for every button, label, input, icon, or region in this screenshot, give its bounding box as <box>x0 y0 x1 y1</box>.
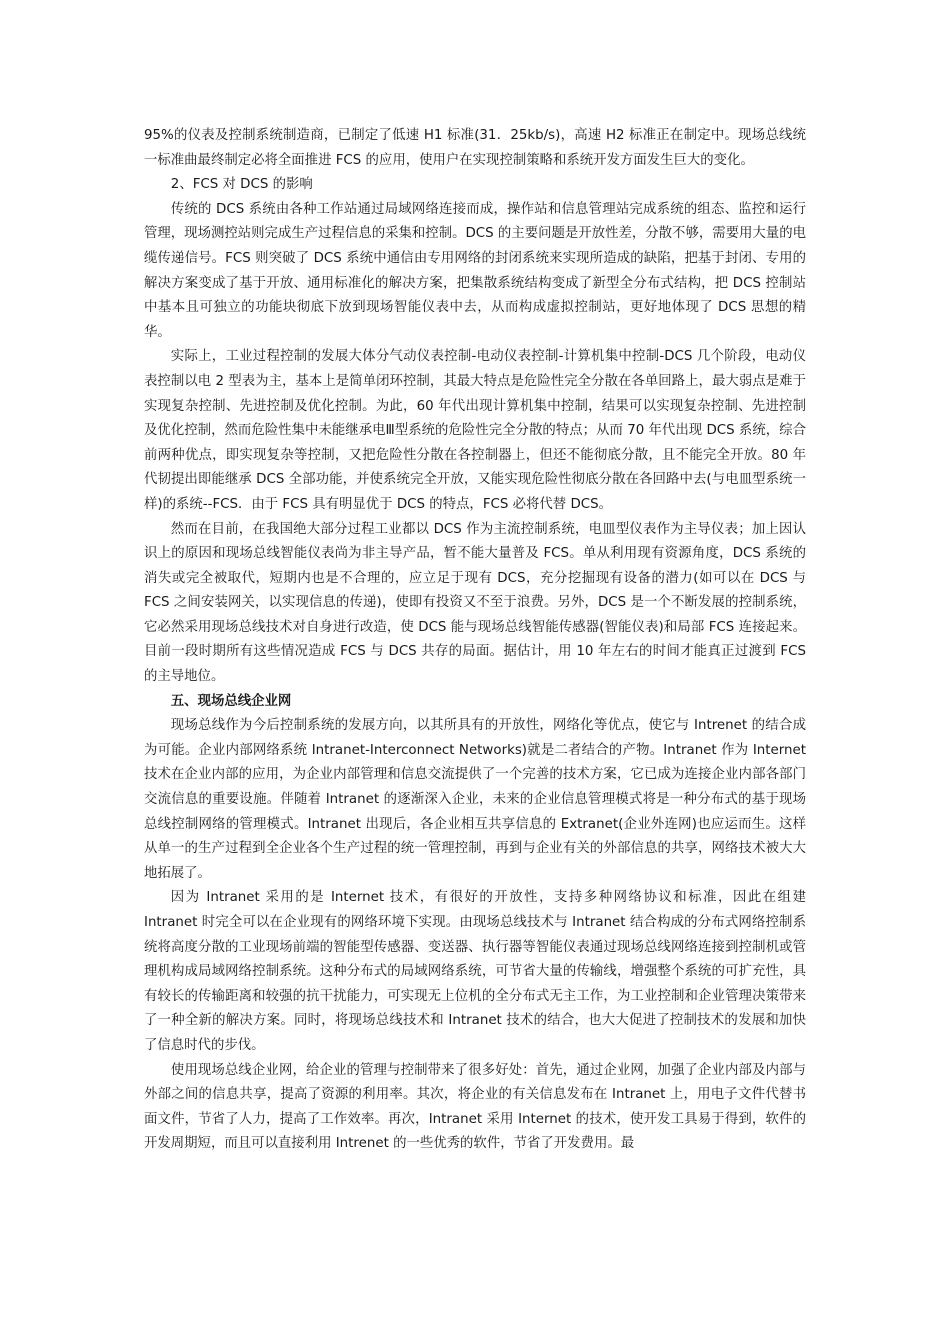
paragraph: 传统的 DCS 系统由各种工作站通过局域网络连接而成，操作站和信息管理站完成系统的组态、监控和运行管理，现场测控站则完成生产过程信息的采集和控制。DCS 的主要问题是开放性差，分散不够，需要用大量的电缆传递信号。FCS 则突破了 DCS 系统中通信由专用网络的封闭系统来实现所造成的缺陷，把基于封闭、专用的解决方案变成了基于开放、通用标准化的解决方案，把集散系统结构变成了新型全分布式结构，把 DCS 控制站中基本且可独立的功能块彻底下放到现场智能仪表中去，从而构成虚拟控制站，更好地体现了 DCS 思想的精华。 <box>144 201 806 340</box>
paragraph: 实际上，工业过程控制的发展大体分气动仪表控制-电动仪表控制-计算机集中控制-DCS 几个阶段，电动仪表控制以电 2 型表为主，基本上是简单闭环控制，其最大特点是危险性完全分散在各单回路上，最大弱点是难于实现复杂控制、先进控制及优化控制。为此，60 年代出现计算机集中控制，结果可以实现复杂控制、先进控制及优化控制，然而危险性集中未能继承电Ⅲ型系统的危险性完全分散的特点；从而 70 年代出现 DCS 系统，综合前两种优点，即实现复杂等控制，又把危险性分散在各控制器上，但还不能彻底分散，且不能完全开放。80 年代韧提出即能继承 DCS 全部功能，并使系统完全开放，又能实现危险性彻底分散在各回路中去(与电皿型系统一样)的系统--FCS．由于 FCS 具有明显优于 DCS 的特点，FCS 必将代替 DCS。 <box>144 349 806 512</box>
paragraph: 使用现场总线企业网，给企业的管理与控制带来了很多好处：首先，通过企业网，加强了企业内部及内部与外部之间的信息共享，提高了资源的利用率。其次，将企业的有关信息发布在 Intranet 上，用电子文件代替书面文件，节省了人力，提高了工作效率。再次，Intranet 采用 Internet 的技术，使开发工具易于得到，软件的开发周期短，而且可以直接利用 Intrenet 的一些优秀的软件，节省了开发费用。最 <box>144 1062 806 1152</box>
section-subheading: 2、FCS 对 DCS 的影响 <box>170 177 313 193</box>
document-page <box>144 124 806 1157</box>
paragraph: 然而在目前，在我国绝大部分过程工业都以 DCS 作为主流控制系统，电皿型仪表作为主导仪表；加上因认识上的原因和现场总线智能仪表尚为非主导产品，暂不能大量普及 FCS。单从利用现有资源角度，DCS 系统的消失或完全被取代，短期内也是不合理的，应立足于现有 DCS，充分挖掘现有设备的潜力(如可以在 DCS 与 FCS 之间安装网关，以实现信息的传递)，使即有投资又不至于浪费。另外，DCS 是一个不断发展的控制系统，它必然采用现场总线技术对自身进行改造，使 DCS 能与现场总线智能传感器(智能仪表)和局部 FCS 连接起来。目前一段时期所有这些情况造成 FCS 与 DCS 共存的局面。据估计，用 10 年左右的时间才能真正过渡到 FCS 的主导地位。 <box>144 521 806 685</box>
paragraph: 因为 Intranet 采用的是 Internet 技术，有很好的开放性，支持多种网络协议和标准，因此在组建 Intranet 时完全可以在企业现有的网络环境下实现。由现场总线技术与 Intranet 结合构成的分布式网络控制系统将高度分散的工业现场前端的智能型传感器、变送器、执行器等智能仪表通过现场总线网络连接到控制机或管理机构成局域网络控制系统。这种分布式的局域网络系统，可节省大量的传输线，增强整个系统的可扩充性，具有较长的传输距离和较强的抗干扰能力，可实现无上位机的全分布式无主工作，为工业控制和企业管理决策带来了一种全新的解决方案。同时，将现场总线技术和 Intranet 技术的结合，也大大促进了控制技术的发展和加快了信息时代的步伐。 <box>144 890 806 1053</box>
paragraph: 现场总线作为今后控制系统的发展方向，以其所具有的开放性，网络化等优点，使它与 Intrenet 的结合成为可能。企业内部网络系统 Intranet-Interconnect Networks)就是二者结合的产物。Intranet 作为 Internet 技术在企业内部的应用，为企业内部管理和信息交流提供了一个完善的技术方案，它已成为连接企业内部各部门交流信息的重要设施。伴随着 Intranet 的逐渐深入企业，未来的企业信息管理模式将是一种分布式的基于现场总线控制网络的管理模式。Intranet 出现后，各企业相互共享信息的 Extranet(企业外连网)也应运而生。这样从单一的生产过程到全企业各个生产过程的统一管理控制，再到与企业有关的外部信息的共享，网络技术被大大地拓展了。 <box>144 718 806 881</box>
paragraph-continuation: 95%的仪表及控制系统制造商，已制定了低速 H1 标准(31．25kb/s)，高速 H2 标准正在制定中。现场总线统一标准曲最终制定必将全面推进 FCS 的应用，使用户在实现控制策略和系统开发方面发生巨大的变化。 <box>144 128 806 168</box>
section-heading: 五、现场总线企业网 <box>170 693 292 709</box>
